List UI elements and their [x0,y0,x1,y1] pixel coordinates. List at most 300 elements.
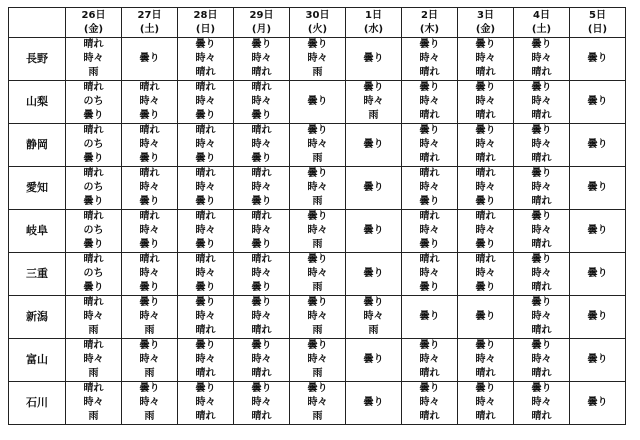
forecast-cell [290,124,346,167]
forecast-text: 晴れ [83,340,104,351]
forecast-text: 時々 [419,182,440,193]
forecast-cell [570,167,626,210]
forecast-text: 時々 [475,225,496,236]
forecast-text: 時々 [139,96,160,107]
forecast-text: 曇り [139,196,160,207]
forecast-text: 曇り [83,110,104,121]
forecast-text: 晴れ [195,67,216,78]
forecast-text: 時々 [419,268,440,279]
forecast-text: 時々 [531,397,552,408]
forecast-text: 時々 [251,139,272,150]
forecast-text: 晴れ [139,254,160,265]
forecast-text: 曇り [531,297,552,308]
date-day: 27日 [137,9,162,21]
forecast-text: 晴れ [531,411,552,422]
forecast-text: 曇り [139,239,160,250]
forecast-text: 晴れ [195,168,216,179]
forecast-cell [402,81,458,124]
date-weekday: (土) [139,23,160,35]
forecast-cell [66,167,122,210]
forecast-text: 曇り [139,53,160,64]
forecast-text: 時々 [531,182,552,193]
forecast-cell [290,210,346,253]
forecast-text: 曇り [363,53,384,64]
forecast-text: 時々 [307,182,328,193]
forecast-cell [66,81,122,124]
forecast-text: 時々 [307,268,328,279]
forecast-cell [514,253,570,296]
forecast-text: 雨 [312,67,323,78]
forecast-text: 時々 [475,96,496,107]
forecast-text: 時々 [419,225,440,236]
forecast-text: 晴れ [531,110,552,121]
forecast-text: 時々 [531,268,552,279]
forecast-text: 時々 [531,354,552,365]
forecast-text: 晴れ [251,82,272,93]
table-row [9,253,626,296]
forecast-text: 曇り [531,125,552,136]
table-row [9,124,626,167]
forecast-body [9,38,626,425]
forecast-text: 曇り [475,196,496,207]
forecast-text: 時々 [419,397,440,408]
forecast-text: 曇り [307,96,328,107]
forecast-text: 時々 [363,311,384,322]
forecast-cell [66,210,122,253]
forecast-cell [66,382,122,425]
forecast-text: 曇り [587,268,608,279]
forecast-text: 曇り [587,354,608,365]
forecast-text: 曇り [195,196,216,207]
date-header [402,8,458,38]
forecast-text: 晴れ [195,254,216,265]
forecast-cell [290,253,346,296]
forecast-text: 時々 [251,268,272,279]
forecast-cell [178,382,234,425]
forecast-text: 曇り [251,239,272,250]
forecast-text: 晴れ [531,239,552,250]
date-day: 28日 [193,9,218,21]
forecast-cell [122,124,178,167]
forecast-cell [346,382,402,425]
forecast-text: 晴れ [83,168,104,179]
forecast-cell [458,38,514,81]
forecast-text: 時々 [195,53,216,64]
forecast-text: 曇り [587,225,608,236]
forecast-cell [178,210,234,253]
forecast-cell [402,296,458,339]
forecast-cell [178,124,234,167]
forecast-text: 晴れ [531,67,552,78]
forecast-text: 雨 [312,282,323,293]
prefecture-name: 静岡 [9,124,66,167]
forecast-text: 時々 [251,53,272,64]
forecast-text: 時々 [83,354,104,365]
date-header [290,8,346,38]
forecast-text: 曇り [83,196,104,207]
date-day: 5日 [589,9,606,21]
forecast-cell [570,38,626,81]
forecast-text: 曇り [419,82,440,93]
forecast-text: 時々 [195,182,216,193]
forecast-text: 時々 [531,139,552,150]
header-row [9,8,626,38]
forecast-cell [178,38,234,81]
forecast-text: 時々 [307,311,328,322]
forecast-text: 曇り [587,96,608,107]
forecast-text: 曇り [475,39,496,50]
forecast-text: 時々 [139,311,160,322]
forecast-text: 時々 [195,139,216,150]
date-header [234,8,290,38]
date-weekday: (金) [475,23,496,35]
date-day: 2日 [421,9,438,21]
forecast-text: 雨 [144,325,155,336]
forecast-cell [234,124,290,167]
forecast-text: 時々 [475,139,496,150]
forecast-text: 曇り [587,139,608,150]
forecast-text: 曇り [307,39,328,50]
date-weekday: (日) [587,23,608,35]
forecast-text: 曇り [307,125,328,136]
forecast-text: 曇り [83,153,104,164]
forecast-text: のち [83,268,104,279]
forecast-text: 曇り [419,282,440,293]
forecast-text: 時々 [307,354,328,365]
forecast-cell [458,124,514,167]
forecast-cell [570,296,626,339]
forecast-text: 時々 [195,397,216,408]
forecast-cell [570,210,626,253]
forecast-cell [570,339,626,382]
forecast-text: 時々 [531,225,552,236]
date-weekday: (土) [531,23,552,35]
date-header [514,8,570,38]
forecast-text: 曇り [139,383,160,394]
forecast-text: 曇り [195,239,216,250]
forecast-cell [234,38,290,81]
forecast-cell [178,81,234,124]
forecast-text: 時々 [419,354,440,365]
forecast-cell [402,382,458,425]
prefecture-name: 三重 [9,253,66,296]
date-header [570,8,626,38]
forecast-text: 晴れ [251,125,272,136]
corner-cell [9,8,66,38]
forecast-cell [234,382,290,425]
forecast-text: 雨 [312,153,323,164]
forecast-text: 晴れ [531,196,552,207]
forecast-cell [346,210,402,253]
date-day: 30日 [305,9,330,21]
forecast-cell [290,167,346,210]
forecast-cell [346,253,402,296]
prefecture-name: 愛知 [9,167,66,210]
forecast-text: 晴れ [419,110,440,121]
date-day: 1日 [365,9,382,21]
forecast-cell [514,124,570,167]
forecast-text: 晴れ [475,411,496,422]
forecast-text: 時々 [195,96,216,107]
forecast-text: 時々 [419,139,440,150]
forecast-text: のち [83,96,104,107]
table-row [9,81,626,124]
forecast-text: 時々 [251,96,272,107]
forecast-cell [122,339,178,382]
forecast-text: 晴れ [251,368,272,379]
forecast-text: 曇り [531,383,552,394]
forecast-text: 晴れ [531,153,552,164]
date-header [346,8,402,38]
forecast-cell [514,81,570,124]
forecast-text: 晴れ [83,125,104,136]
forecast-text: 曇り [475,239,496,250]
forecast-cell [402,167,458,210]
forecast-cell [122,382,178,425]
forecast-cell [346,81,402,124]
forecast-text: 晴れ [251,411,272,422]
forecast-text: 時々 [363,96,384,107]
forecast-cell [402,339,458,382]
forecast-text: 時々 [531,96,552,107]
forecast-text: 時々 [307,53,328,64]
forecast-text: 晴れ [531,282,552,293]
forecast-text: 時々 [475,268,496,279]
forecast-text: 晴れ [419,168,440,179]
forecast-cell [570,382,626,425]
forecast-text: 晴れ [251,254,272,265]
forecast-text: 曇り [251,110,272,121]
forecast-text: 時々 [195,354,216,365]
forecast-cell [234,81,290,124]
forecast-text: 時々 [419,53,440,64]
forecast-text: 時々 [307,397,328,408]
forecast-cell [122,210,178,253]
forecast-cell [514,167,570,210]
forecast-text: 曇り [587,397,608,408]
forecast-text: 曇り [251,340,272,351]
date-day: 26日 [81,9,106,21]
forecast-text: 時々 [195,311,216,322]
forecast-text: 曇り [531,211,552,222]
table-row [9,339,626,382]
forecast-cell [234,210,290,253]
forecast-text: 雨 [312,368,323,379]
forecast-text: 曇り [475,311,496,322]
forecast-text: 曇り [251,196,272,207]
forecast-text: 晴れ [139,168,160,179]
forecast-text: 曇り [419,383,440,394]
forecast-text: 晴れ [195,82,216,93]
forecast-text: 曇り [139,110,160,121]
forecast-text: 時々 [195,225,216,236]
prefecture-name: 山梨 [9,81,66,124]
forecast-text: 曇り [251,153,272,164]
forecast-table-container [8,7,626,425]
forecast-cell [346,167,402,210]
forecast-text: 時々 [475,354,496,365]
table-row [9,382,626,425]
forecast-text: 時々 [475,53,496,64]
forecast-text: 時々 [139,397,160,408]
forecast-text: 曇り [307,383,328,394]
date-weekday: (火) [307,23,328,35]
forecast-text: 晴れ [531,368,552,379]
forecast-text: 曇り [531,39,552,50]
forecast-text: 晴れ [475,211,496,222]
date-header [122,8,178,38]
forecast-text: 曇り [531,82,552,93]
forecast-text: のち [83,182,104,193]
forecast-cell [178,167,234,210]
forecast-text: 曇り [363,397,384,408]
forecast-text: 曇り [475,340,496,351]
forecast-text: 時々 [531,311,552,322]
prefecture-name: 新潟 [9,296,66,339]
forecast-text: 時々 [195,268,216,279]
table-row [9,296,626,339]
forecast-text: 曇り [139,282,160,293]
forecast-text: 雨 [368,325,379,336]
date-weekday: (金) [83,23,104,35]
date-header [66,8,122,38]
forecast-text: 曇り [195,297,216,308]
forecast-cell [122,81,178,124]
forecast-text: 晴れ [251,325,272,336]
forecast-cell [458,296,514,339]
forecast-text: 晴れ [419,254,440,265]
forecast-text: 曇り [195,153,216,164]
forecast-text: 曇り [363,182,384,193]
forecast-cell [234,339,290,382]
prefecture-name: 石川 [9,382,66,425]
table-row [9,167,626,210]
weekly-forecast-table [8,7,626,425]
forecast-cell [402,253,458,296]
forecast-cell [458,81,514,124]
forecast-text: 晴れ [251,168,272,179]
forecast-text: 曇り [363,354,384,365]
forecast-text: 曇り [139,153,160,164]
forecast-text: 曇り [307,168,328,179]
prefecture-name: 富山 [9,339,66,382]
forecast-text: 曇り [363,297,384,308]
forecast-text: 曇り [251,39,272,50]
forecast-cell [570,124,626,167]
forecast-text: 晴れ [195,211,216,222]
forecast-text: 雨 [312,239,323,250]
forecast-text: 曇り [195,110,216,121]
forecast-text: 時々 [139,182,160,193]
forecast-cell [290,81,346,124]
forecast-text: 時々 [83,311,104,322]
forecast-text: 曇り [363,268,384,279]
forecast-cell [402,124,458,167]
date-weekday: (月) [251,23,272,35]
forecast-text: 時々 [251,225,272,236]
forecast-text: 曇り [475,125,496,136]
forecast-text: 時々 [475,397,496,408]
forecast-text: 晴れ [251,67,272,78]
date-header [458,8,514,38]
forecast-text: 曇り [307,297,328,308]
forecast-text: 晴れ [139,82,160,93]
forecast-cell [234,253,290,296]
forecast-text: 晴れ [419,211,440,222]
forecast-text: 曇り [419,39,440,50]
forecast-text: 晴れ [83,254,104,265]
forecast-cell [66,38,122,81]
forecast-cell [402,38,458,81]
forecast-text: 時々 [139,268,160,279]
forecast-text: 晴れ [475,254,496,265]
forecast-text: 時々 [139,354,160,365]
forecast-text: 雨 [88,368,99,379]
forecast-text: 時々 [139,139,160,150]
forecast-text: 曇り [251,383,272,394]
forecast-cell [178,296,234,339]
forecast-text: 曇り [587,53,608,64]
forecast-cell [570,253,626,296]
forecast-cell [122,38,178,81]
forecast-text: 時々 [307,225,328,236]
forecast-cell [66,339,122,382]
forecast-text: 晴れ [419,411,440,422]
forecast-text: 雨 [144,368,155,379]
forecast-text: 晴れ [419,368,440,379]
forecast-text: 晴れ [419,153,440,164]
forecast-text: 曇り [251,282,272,293]
forecast-cell [346,38,402,81]
forecast-cell [458,253,514,296]
forecast-text: 晴れ [139,211,160,222]
forecast-cell [66,296,122,339]
forecast-text: 曇り [139,340,160,351]
forecast-text: 晴れ [83,82,104,93]
forecast-text: 晴れ [139,125,160,136]
forecast-text: 時々 [475,182,496,193]
forecast-text: 時々 [307,139,328,150]
forecast-cell [514,339,570,382]
forecast-text: 時々 [251,354,272,365]
forecast-cell [458,167,514,210]
forecast-text: 晴れ [475,67,496,78]
date-day: 3日 [477,9,494,21]
forecast-cell [514,296,570,339]
forecast-cell [402,210,458,253]
forecast-cell [290,382,346,425]
forecast-cell [234,296,290,339]
forecast-text: 晴れ [83,39,104,50]
forecast-cell [346,124,402,167]
forecast-text: 晴れ [531,325,552,336]
forecast-cell [178,339,234,382]
forecast-text: 晴れ [419,67,440,78]
forecast-cell [66,253,122,296]
forecast-text: 晴れ [83,383,104,394]
date-weekday: (木) [419,23,440,35]
table-row [9,210,626,253]
forecast-cell [290,296,346,339]
prefecture-name: 岐阜 [9,210,66,253]
prefecture-name: 長野 [9,38,66,81]
forecast-text: 曇り [419,340,440,351]
forecast-text: 晴れ [195,411,216,422]
table-row [9,38,626,81]
forecast-text: 曇り [195,282,216,293]
forecast-text: 曇り [419,239,440,250]
forecast-text: 晴れ [83,211,104,222]
